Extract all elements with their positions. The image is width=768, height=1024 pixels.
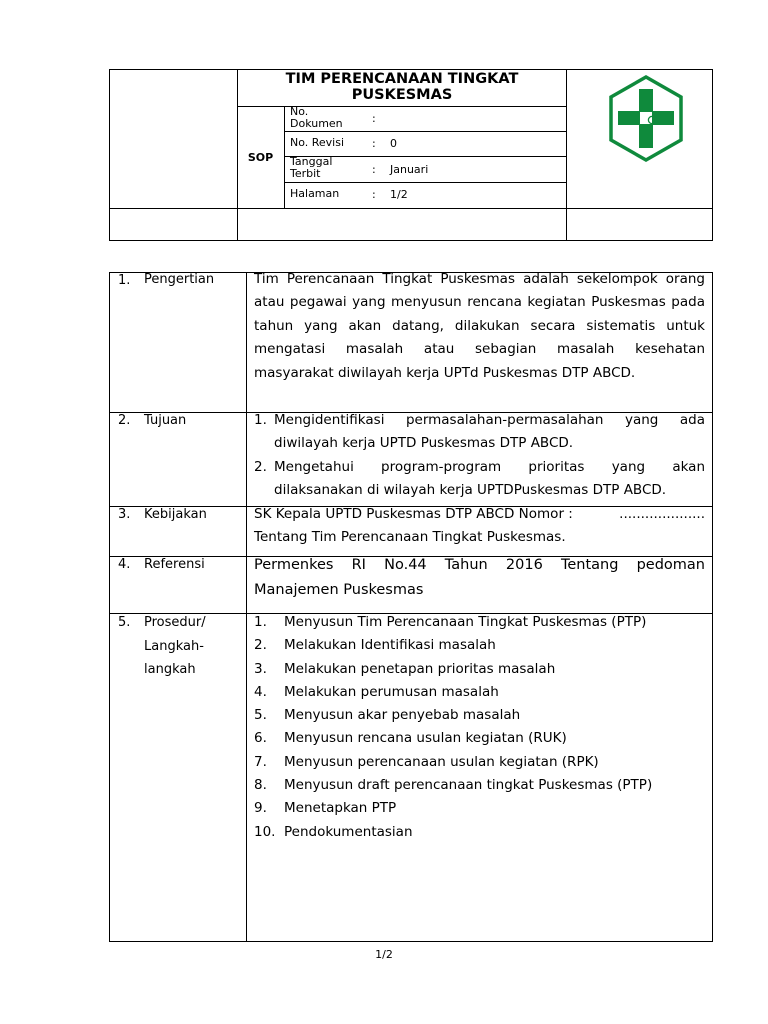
kebijakan-dots: .................... xyxy=(619,506,705,522)
meta-row-no-revisi xyxy=(284,131,567,156)
section-number: 4. xyxy=(118,557,131,572)
meta-key: No. Revisi xyxy=(290,136,345,149)
meta-value: Januari xyxy=(390,163,429,176)
list-item xyxy=(254,797,705,820)
list-text: Mengidentifikasi permasalahan-permasalahan yang ada diwilayah kerja UPTD Puskesmas DTP ABCD. xyxy=(274,412,705,452)
step-text: Melakukan penetapan prioritas masalah xyxy=(284,660,556,677)
step-number: 7. xyxy=(254,753,267,770)
puskesmas-logo-icon xyxy=(606,74,686,164)
section-number: 5. xyxy=(118,615,131,630)
step-number: 9. xyxy=(254,800,267,817)
section-label-pengertian: Pengertian xyxy=(144,272,215,287)
meta-value: 0 xyxy=(390,137,397,150)
meta-row-halaman xyxy=(284,182,567,208)
step-text: Menyusun rencana usulan kegiatan (RUK) xyxy=(284,730,567,747)
list-number: 1. xyxy=(254,412,267,428)
document-title: TIM PERENCANAAN TINGKAT PUSKESMAS xyxy=(285,71,519,103)
section-label-prosedur xyxy=(144,611,206,682)
step-number: 2. xyxy=(254,637,267,654)
step-number: 10. xyxy=(254,823,276,840)
meta-colon: : xyxy=(372,137,376,150)
meta-key: Halaman xyxy=(290,187,340,200)
meta-colon: : xyxy=(372,188,376,201)
list-item xyxy=(254,634,705,657)
step-number: 4. xyxy=(254,683,267,700)
section-number: 1. xyxy=(118,273,131,288)
step-text: Menyusun perencanaan usulan kegiatan (RPK) xyxy=(284,753,599,770)
step-number: 1. xyxy=(254,614,267,630)
prosedur-steps xyxy=(254,611,705,844)
meta-row-tanggal-terbit xyxy=(284,156,567,182)
step-text: Melakukan perumusan masalah xyxy=(284,683,499,700)
step-text: Menyusun Tim Perencanaan Tingkat Puskesmas (PTP) xyxy=(284,614,647,630)
tujuan-list xyxy=(254,409,705,503)
prosedur-label-line: Langkah- xyxy=(144,638,204,654)
kebijakan-sk: SK Kepala UPTD Puskesmas DTP ABCD Nomor : xyxy=(254,506,573,522)
list-item xyxy=(254,727,705,750)
sop-label: SOP xyxy=(247,150,274,164)
list-item xyxy=(254,681,705,704)
list-item xyxy=(254,751,705,774)
list-item xyxy=(254,658,705,681)
header-divider xyxy=(109,208,713,209)
list-item xyxy=(254,774,705,797)
kebijakan-line-2: Tentang Tim Perencanaan Tingkat Puskesmas. xyxy=(254,529,566,546)
meta-key: Tanggal Terbit xyxy=(290,155,333,180)
prosedur-label-line: langkah xyxy=(144,662,196,677)
section-label-kebijakan: Kebijakan xyxy=(144,507,207,522)
kebijakan-text xyxy=(254,503,705,550)
list-item xyxy=(254,409,705,456)
meta-colon: : xyxy=(372,112,376,125)
kebijakan-line-1 xyxy=(254,503,705,526)
list-item xyxy=(254,704,705,727)
meta-row-no-dokumen xyxy=(284,106,567,131)
meta-colon: : xyxy=(372,163,376,176)
meta-value: 1/2 xyxy=(390,188,408,201)
referensi-paragraph: Permenkes RI No.44 Tahun 2016 Tentang pedoman Manajemen Puskesmas xyxy=(254,557,705,598)
step-number: 8. xyxy=(254,777,267,794)
body-divider xyxy=(246,272,247,942)
section-label-tujuan: Tujuan xyxy=(144,413,187,428)
page-number: 1/2 xyxy=(375,948,393,961)
step-text: Menyusun akar penyebab masalah xyxy=(284,707,521,724)
step-text: Pendokumentasian xyxy=(284,823,413,840)
section-label-referensi: Referensi xyxy=(144,557,205,572)
pengertian-paragraph: Tim Perencanaan Tingkat Puskesmas adalah sekelompok orang atau pegawai yang menyusun rencana kegiatan Puskesmas pada tahun yang akan datang, dilakukan secara sistematis untuk mengatasi masalah atau sebagian masalah kesehatan masyarakat diwilayah kerja UPTd Puskesmas DTP ABCD. xyxy=(254,271,705,381)
list-number: 2. xyxy=(254,458,267,475)
list-item xyxy=(254,821,705,844)
section-number: 3. xyxy=(118,507,131,522)
step-number: 5. xyxy=(254,707,267,724)
prosedur-label-line: Prosedur/ xyxy=(144,615,206,630)
step-text: Melakukan Identifikasi masalah xyxy=(284,637,496,654)
step-text: Menetapkan PTP xyxy=(284,800,397,817)
step-text: Menyusun draft perencanaan tingkat Puskesmas (PTP) xyxy=(284,777,653,794)
list-text: Mengetahui program-program prioritas yang akan dilaksanakan di wilayah kerja UPTDPuskesmas DTP ABCD. xyxy=(274,458,705,499)
step-number: 6. xyxy=(254,730,267,747)
pengertian-text xyxy=(254,268,705,385)
referensi-text xyxy=(254,553,705,602)
step-number: 3. xyxy=(254,660,267,677)
section-number: 2. xyxy=(118,413,131,428)
meta-key: No. Dokumen xyxy=(290,105,343,130)
list-item xyxy=(254,611,705,634)
list-item xyxy=(254,456,705,503)
